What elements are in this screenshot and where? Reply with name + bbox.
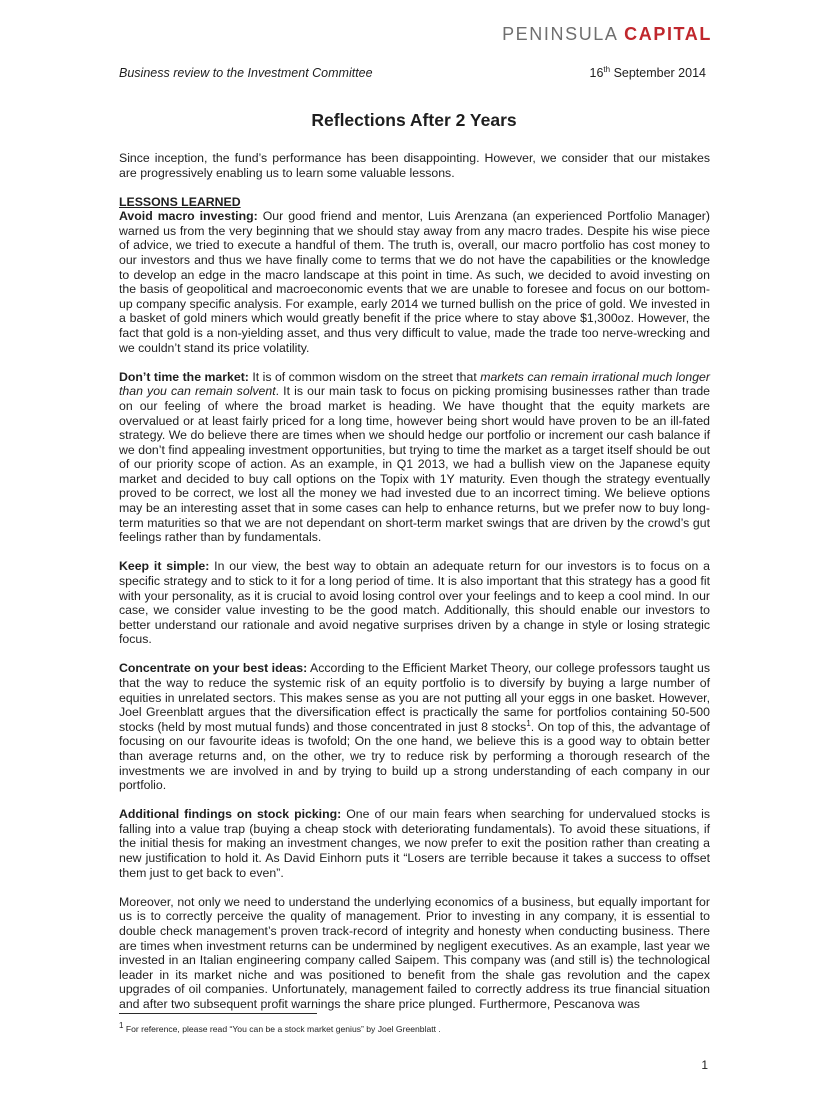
intro-paragraph: Since inception, the fund’s performance has been disappointing. However, we consider that our mistakes are progressively enabling us to learn some valuable lessons. xyxy=(119,151,710,180)
simple-paragraph xyxy=(119,559,710,647)
macro-paragraph xyxy=(119,209,710,355)
company-logo xyxy=(502,24,712,45)
footnote xyxy=(119,1021,441,1034)
picking-lead: Additional findings on stock picking: xyxy=(119,807,342,822)
ideas-text-b: . On top of this, the advantage of focusing on our favourite ideas is twofold; On the one hand, we believe this is a good way to obtain better than average returns and, on the other, we try to reduce risk by performing a thorough research of the investments we are involved in and by trying to build up a strong understanding of each company in our portfolio. xyxy=(119,719,710,793)
page-title: Reflections After 2 Years xyxy=(311,110,517,130)
date-day: 16 xyxy=(589,66,604,80)
picking-paragraph xyxy=(119,807,710,880)
macro-lead: Avoid macro investing: xyxy=(119,209,258,224)
timing-text-a: It is of common wisdom on the street that xyxy=(248,369,481,384)
timing-quote: markets can remain irrational much longer than you can remain solvent xyxy=(119,369,710,399)
macro-text: Our good friend and mentor, Luis Arenzana (an experienced Portfolio Manager) warned us from the very beginning that we should stay away from any macro trades. Despite his wise piece of advice, we tried to execute a handful of them. The truth is, overall, our macro portfolio has cost money to our investors and thus we have finally come to terms that we do not have the capabilities or the knowledge to develop an edge in the macro landscape at this point in time. As such, we decided to avoid investing on the basis of geopolitical and macroeconomic events that we are unable to foresee and focus on our bottom-up company specific analysis. For example, early 2014 we turned bullish on the price of gold. We invested in a basket of gold miners which would greatly benefit if the price where to stay above $1,300oz. However, the fact that gold is a non-yielding asset, and thus very difficult to value, made the trade too nerve-wrecking and we couldn’t stand its price volatility. xyxy=(119,209,710,355)
footnote-marker: 1 xyxy=(119,1021,124,1031)
timing-text-b: . It is our main task to focus on picking promising businesses rather than trade on our feeling of where the broad market is heading. We have thought that the equity markets are overvalued or at least fairly priced for a long time, however being short would have proven to be an ill-fated strategy. We do believe there are times when we should hedge our portfolio or increment our cash balance if we don’t find appealing investment opportunities, but trying to time the market as a target itself should be out of our priority scope of action. As an example, in Q1 2013, we had a bullish view on the Japanese equity market and decided to buy call options on the Topix with 1Y maturity. Even though the strategy eventually proved to be correct, we lost all the money we had invested due to an incorrect timing. We believe options may be an interesting asset that in some cases can help to enhance returns, but we prefer now to buy long-term maturities so that we are not dependant on short-term market swings that are driven by the crowd’s gut feelings rather than by fundamentals. xyxy=(119,384,710,545)
logo-word-capital: CAPITAL xyxy=(624,24,712,44)
ideas-text-a: According to the Efficient Market Theory, our college professors taught us that the way to reduce the systemic risk of an equity portfolio is to diversify by buying a large number of equities in unrelated sectors. This makes sense as you are not putting all your eggs in one basket. However, Joel Greenblatt argues that the diversification effect is practically the same for portfolios containing 50-500 stocks (held by most mutual funds) and those concentrated in just 8 stocks xyxy=(119,661,710,734)
date-rest: September 2014 xyxy=(610,66,706,80)
moreover-paragraph: Moreover, not only we need to understand the underlying economics of a business, but equally important for us is to correctly perceive the quality of management. Prior to investing in any company, it is essential to double check management’s proven track-record of integrity and honesty when conducting business. There are times when investment returns can be undermined by negligent executives. As an example, last year we invested in an Italian engineering company called Saipem. This company was (and still is) the technological leader in its market niche and was positioned to benefit from the shale gas revolution and the capex upgrades of oil companies. Unfortunately, management failed to correctly address its true financial situation and after two subsequent profit warnings the share price plunged. Furthermore, Pescanova was xyxy=(119,894,710,1011)
document-label: Business review to the Investment Committee xyxy=(119,66,373,80)
footnote-ref[interactable]: 1 xyxy=(526,718,531,728)
simple-lead: Keep it simple: xyxy=(119,559,210,574)
document-body xyxy=(119,151,710,1011)
ideas-lead: Concentrate on your best ideas: xyxy=(119,661,308,676)
simple-text: In our view, the best way to obtain an adequate return for our investors is to focus on a specific strategy and to stick to it for a long period of time. It is also important that this strategy has a good fit with your personality, as it is crucial to avoid losing control over your feelings and to keep a cool mind. In our case, we consider value investing to be the good match. Additionally, this should enable our investors to better understand our rationale and avoid negative surprises driven by a change in style or losing strategic focus. xyxy=(119,559,710,647)
footnote-divider xyxy=(119,1013,317,1014)
picking-text: One of our main fears when searching for undervalued stocks is falling into a value trap (buying a cheap stock with deteriorating fundamentals). To avoid these situations, if the initial thesis for making an investment changes, we now prefer to exit the position rather than creating a new justification to hold it. As David Einhorn puts it “Losers are terrible because it takes a success to offset them just to get back to even”. xyxy=(119,807,711,880)
document-subheader xyxy=(119,66,706,80)
page-number: 1 xyxy=(701,1058,708,1072)
date-suffix: th xyxy=(603,64,611,74)
timing-paragraph xyxy=(119,370,710,545)
ideas-paragraph xyxy=(119,661,710,792)
footnote-text: For reference, please read “You can be a stock market genius” by Joel Greenblatt . xyxy=(123,1024,441,1034)
document-date xyxy=(590,66,706,80)
logo-word-peninsula: PENINSULA xyxy=(502,24,618,44)
timing-lead: Don’t time the market: xyxy=(119,369,249,384)
lessons-heading: LESSONS LEARNED xyxy=(119,194,241,209)
